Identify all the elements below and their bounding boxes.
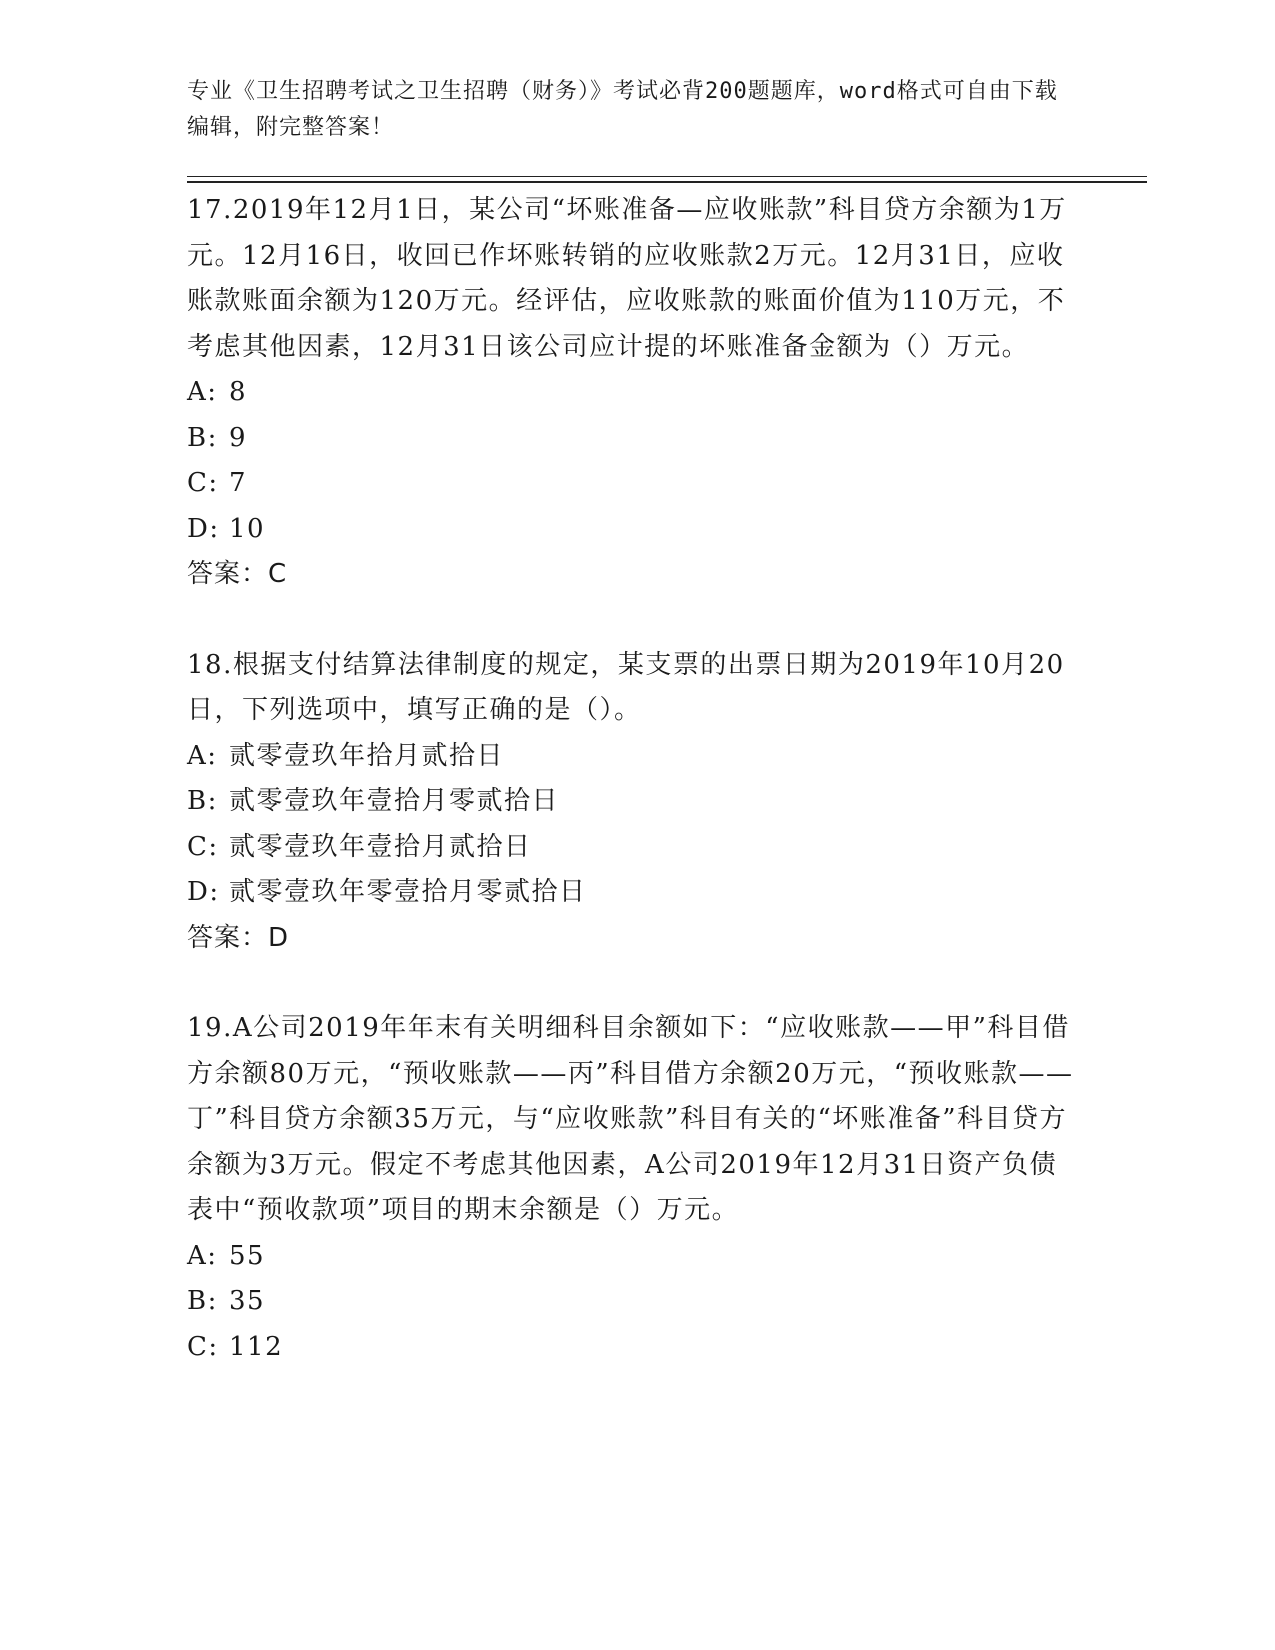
option-text: 35: [229, 1286, 266, 1316]
option-letter: A:: [187, 1240, 218, 1271]
option-text: 112: [229, 1331, 284, 1362]
option-letter: B:: [187, 1286, 218, 1316]
question-stem: 19.A公司2019年年末有关明细科目余额如下：“应收账款——甲”科目借方余额80万元，“预收账款——丙”科目借方余额20万元，“预收账款——丁”科目贷方余额35万元，与“应收账款”科目有关的“坏账准备”科目贷方余额为3万元。假定不考虑其他因素，A公司2019年12月31日资产负债表中“预收款项”项目的期末余额是（）万元。: [187, 1013, 1074, 1225]
option-text: 8: [229, 377, 248, 407]
question-list: [187, 188, 1077, 1370]
option-a: [187, 1234, 1077, 1280]
option-text: 贰零壹玖年壹拾月贰拾日: [229, 831, 532, 862]
question-17: [187, 188, 1077, 598]
option-d: [187, 507, 1077, 553]
answer-line: 答案：C: [187, 559, 288, 589]
option-c: [187, 1325, 1077, 1371]
option-b: [187, 1279, 1077, 1325]
option-a: [187, 734, 1077, 780]
option-c: [187, 825, 1077, 871]
document-header: [187, 74, 1067, 146]
option-letter: B:: [187, 786, 218, 816]
option-text: 贰零壹玖年壹拾月零贰拾日: [229, 786, 560, 816]
answer-line: 答案：D: [187, 922, 290, 953]
option-letter: C:: [187, 468, 219, 498]
option-c: [187, 461, 1077, 507]
option-text: 9: [229, 422, 248, 453]
question-spacer: [187, 598, 1077, 643]
option-letter: C:: [187, 1331, 219, 1362]
option-letter: D:: [187, 513, 220, 544]
option-d: [187, 870, 1077, 916]
question-18: [187, 643, 1077, 962]
option-text: 贰零壹玖年零壹拾月零贰拾日: [229, 877, 587, 907]
header-rule-thick: [187, 181, 1147, 183]
header-rule-thin: [187, 176, 1147, 177]
header-title: 专业《卫生招聘考试之卫生招聘（财务）》考试必背200题题库，word格式可自由下载编辑，附完整答案！: [187, 79, 1058, 140]
question-stem: 17.2019年12月1日，某公司“坏账准备—应收账款”科目贷方余额为1万元。12月16日，收回已作坏账转销的应收账款2万元。12月31日，应收账款账面余额为120万元。经评估，应收账款的账面价值为110万元，不考虑其他因素，12月31日该公司应计提的坏账准备金额为（）万元。: [187, 195, 1067, 362]
option-letter: C:: [187, 831, 219, 862]
option-a: [187, 370, 1077, 416]
option-b: [187, 416, 1077, 462]
option-text: 10: [229, 513, 266, 544]
question-spacer: [187, 961, 1077, 1006]
option-letter: D:: [187, 877, 220, 907]
option-b: [187, 779, 1077, 825]
question-stem: 18.根据支付结算法律制度的规定，某支票的出票日期为2019年10月20日，下列选项中，填写正确的是（）。: [187, 649, 1065, 725]
option-letter: B:: [187, 422, 218, 453]
option-text: 7: [229, 468, 248, 498]
option-letter: A:: [187, 377, 218, 407]
question-19: [187, 1006, 1077, 1370]
option-letter: A:: [187, 740, 218, 771]
option-text: 55: [229, 1240, 266, 1271]
option-text: 贰零壹玖年拾月贰拾日: [229, 740, 505, 771]
